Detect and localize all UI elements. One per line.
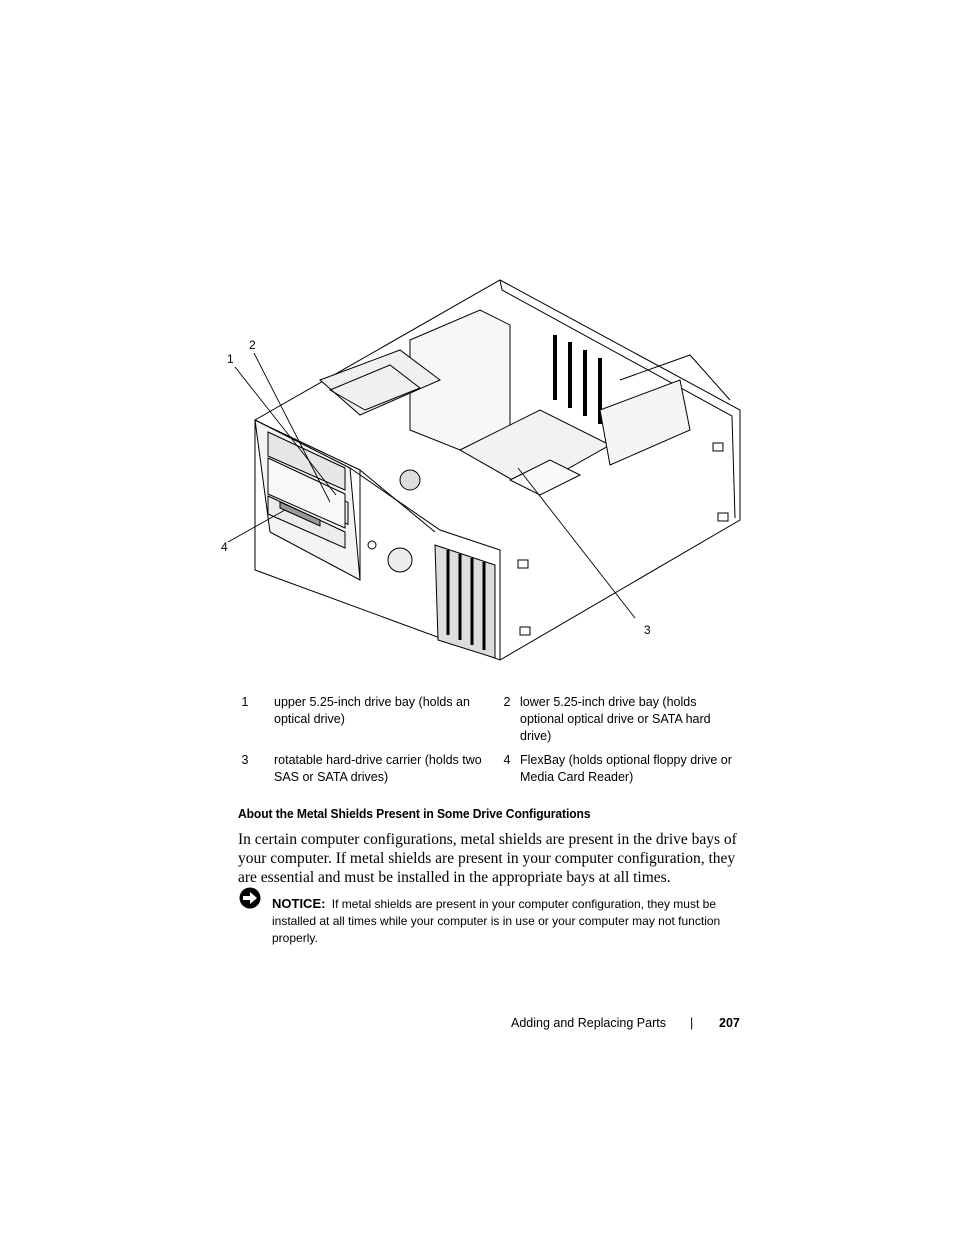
notice-label: NOTICE:	[272, 896, 326, 911]
page-number: 207	[719, 1016, 740, 1030]
legend-text: rotatable hard-drive carrier (holds two SAS or SATA drives)	[274, 753, 482, 784]
footer-separator: |	[690, 1016, 694, 1030]
notice-icon	[239, 887, 261, 909]
callout-4: 4	[221, 540, 228, 554]
computer-interior-figure	[210, 270, 770, 670]
section-heading: About the Metal Shields Present in Some Drive Configurations	[238, 806, 591, 821]
legend-num: 3	[241, 753, 249, 767]
legend-text: upper 5.25-inch drive bay (holds an optical drive)	[274, 695, 470, 726]
legend-num: 4	[503, 753, 511, 767]
callout-1: 1	[227, 352, 234, 366]
notice-body: If metal shields are present in your computer configuration, they must be installed at all times while your computer is in use or your computer may not function properly.	[272, 897, 721, 945]
body-paragraph: In certain computer configurations, metal shields are present in the drive bays of your computer. If metal shields are present in your computer configuration, they are essential and must be installed in the appropriate bays at all times.	[238, 831, 737, 886]
legend-num: 2	[503, 695, 511, 709]
chassis-illustration	[210, 270, 770, 670]
footer-chapter-title: Adding and Replacing Parts	[511, 1016, 666, 1030]
legend-text: FlexBay (holds optional floppy drive or Media Card Reader)	[520, 753, 732, 784]
legend-num: 1	[241, 695, 249, 709]
callout-2: 2	[249, 338, 256, 352]
notice-text	[272, 895, 742, 947]
callout-3: 3	[644, 623, 651, 637]
legend-text: lower 5.25-inch drive bay (holds optional optical drive or SATA hard drive)	[520, 695, 711, 743]
